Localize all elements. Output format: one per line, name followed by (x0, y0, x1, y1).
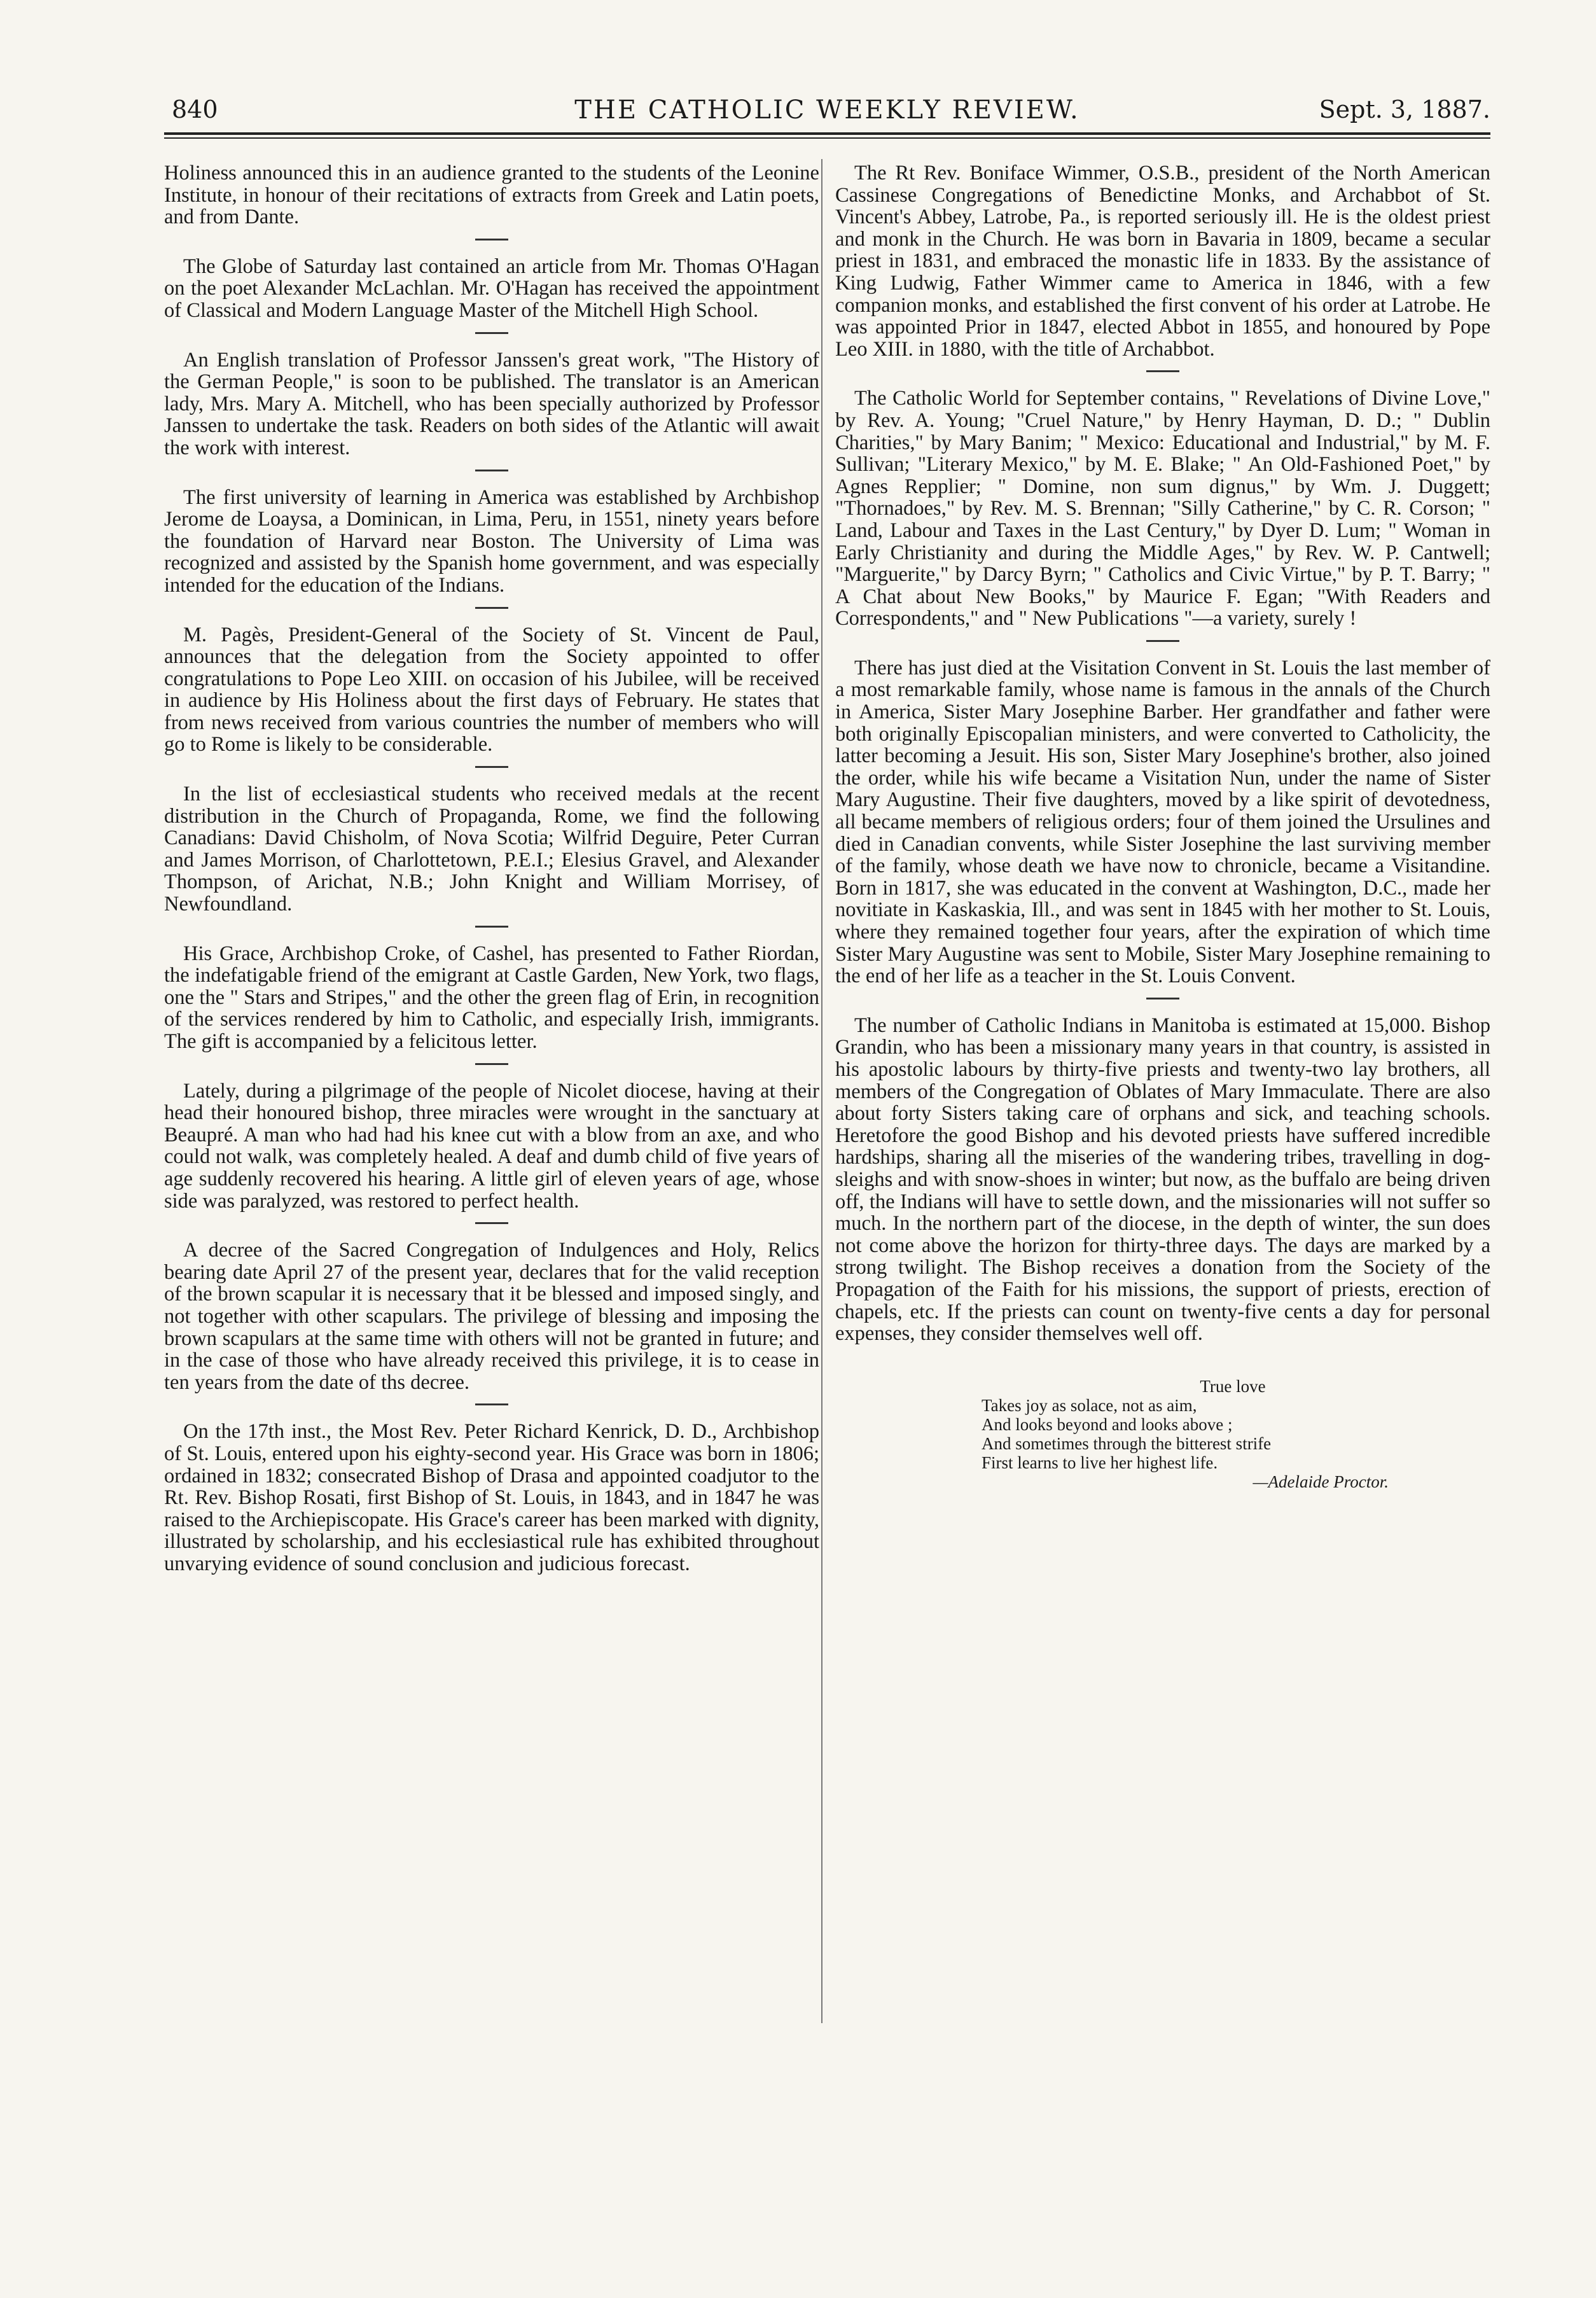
article-paragraph: The Globe of Saturday last contained an article from Mr. Thomas O'Hagan on the poet Alexander McLachlan. Mr. O'Hagan has received the appointment of Classical and Modern Language Master of the Mitchell High School. (164, 254, 819, 322)
poem-title: True love (1200, 1376, 1266, 1396)
poem-line: First learns to live her highest life. (982, 1452, 1218, 1472)
poem-line: Takes joy as solace, not as aim, (982, 1395, 1197, 1415)
article-paragraph: A decree of the Sacred Congregation of Indulgences and Holy, Relics bearing date April 27 of the present year, declares that for the valid reception of the brown scapular it is necessary that it be blessed and imposed singly, and not together with other scapulars. The privilege of blessing and imposing the brown scapulars at the same time with others will not be granted in future; and in the case of those who have already received this privilege, it is to cease in ten years from the date of ths decree. (164, 1239, 819, 1394)
article-paragraph: The Rt Rev. Boniface Wimmer, O.S.B., president of the North American Cassinese Congregations of Benedictine Monks, and Archabbot of St. Vincent's Abbey, Latrobe, Pa., is reported seriously ill. He is the oldest priest and monk in the Church. He was born in Bavaria in 1809, became a secular priest in 1831, and embraced the monastic life in 1833. By the assistance of King Ludwig, Father Wimmer came to America in 1846, with a few companion monks, and established the first convent of his order at Latrobe. He was appointed Prior in 1847, elected Abbot in 1855, and honoured by Pope Leo XIII. in 1880, with the title of Archabbot. (835, 162, 1490, 361)
article-paragraph: The number of Catholic Indians in Manitoba is estimated at 15,000. Bishop Grandin, who has been a missionary many years in that country, is assisted in his apostolic labours by thirty-five priests and twenty-two lay brothers, all members of the Congregation of Oblates of Mary Immaculate. There are also about forty Sisters taking care of orphans and sick, and teaching schools. Heretofore the good Bishop and his devoted priests have suffered incredible hardships, sharing all the miseries of the wandering tribes, travelling in dog-sleighs and with snow-shoes in winter; but now, as the buffalo are being driven off, the Indians will have to settle down, and the missionaries will not suffer so much. In the northern part of the diocese, in the depth of winter, the sun does not come above the horizon for thirty-three days. The days are marked by a strong twilight. The Bishop receives a donation from the Society of the Propagation of the Faith for his missions, the support of priests, erection of chapels, etc. If the priests can count on twenty-five cents a day for personal expenses, they consider themselves well off. (835, 1013, 1490, 1346)
article-paragraph: Lately, during a pilgrimage of the people of Nicolet diocese, having at their head their honoured bishop, three miracles were wrought in the sanctuary at Beaupré. A man who had had his knee cut with a blow from an axe, and who could not walk, was completely healed. A deaf and dumb child of five years of age suddenly recovered his hearing. A little girl of eleven years of age, whose side was paralyzed, was restored to perfect health. (164, 1079, 819, 1213)
right-column (835, 162, 1490, 1491)
poem-line: And looks beyond and looks above ; (982, 1414, 1233, 1434)
article-separator (475, 332, 508, 334)
article-paragraph: On the 17th inst., the Most Rev. Peter Richard Kenrick, D. D., Archbishop of St. Louis, entered upon his eighty-second year. His Grace was born in 1806; ordained in 1832; consecrated Bishop of Drasa and appointed coadjutor to the Rt. Rev. Bishop Rosati, first Bishop of St. Louis, in 1843, and in 1847 he was raised to the Archiepiscopate. His Grace's career has been marked with dignity, illustrated by scholarship, and his ecclesiastical rule has exhibited throughout unvarying evidence of sound conclusion and judicious forecast. (164, 1420, 819, 1575)
article-separator (475, 1403, 508, 1405)
publication-title: THE CATHOLIC WEEKLY REVIEW. (574, 95, 1080, 125)
article-paragraph: An English translation of Professor Janssen's great work, "The History of the German People," is soon to be published. The translator is an American lady, Mrs. Mary A. Mitchell, who has been specially authorized by Professor Janssen to undertake the task. Readers on both sides of the Atlantic will await the work with interest. (164, 348, 819, 459)
poem-line: And sometimes through the bitterest strife (982, 1433, 1272, 1453)
issue-date: Sept. 3, 1887. (1319, 95, 1490, 123)
article-separator (475, 1222, 508, 1224)
article-separator (1146, 640, 1179, 642)
article-paragraph: In the list of ecclesiastical students who received medals at the recent distribution in the Church of Propaganda, Rome, we find the following Canadians: David Chisholm, of Nova Scotia; Wilfrid Deguire, Peter Curran and James Morrison, of Charlottetown, P.E.I.; Elesius Gravel, and Alexander Thompson, of Arichat, N.B.; John Knight and William Morrisey, of Newfoundland. (164, 783, 819, 916)
article-separator (1146, 370, 1179, 372)
article-paragraph: M. Pagès, President-General of the Society of St. Vincent de Paul, announces that the delegation from the Society appointed to offer congratulations to Pope Leo XIII. on occasion of his Jubilee, will be received in audience by His Holiness about the first days of February. He states that from news received from various countries the number of members who will go to Rome is likely to be considerable. (164, 623, 819, 756)
article-paragraph: Holiness announced this in an audience granted to the students of the Leonine Institute, in honour of their recitations of extracts from Greek and Latin poets, and from Dante. (164, 162, 819, 229)
poem-attribution: —Adelaide Proctor. (1253, 1472, 1389, 1491)
page-number: 840 (172, 95, 218, 123)
article-separator (475, 926, 508, 928)
header-rule-thick (164, 132, 1490, 135)
article-separator (475, 766, 508, 768)
left-column (164, 162, 819, 1575)
article-paragraph: There has just died at the Visitation Convent in St. Louis the last member of a most remarkable family, whose name is famous in the annals of the Church in America, Sister Mary Josephine Barber. Her grandfather and father were both originally Episcopalian ministers, and were converted to Catholicity, the latter becoming a Jesuit. His son, Sister Mary Josephine's brother, also joined the order, while his wife became a Visitation Nun, under the name of Sister Mary Augustine. Their five daughters, moved by a like spirit of devotedness, all became members of religious orders; four of them joined the Ursulines and died in Canadian convents, while Sister Josephine the last surviving member of the family, whose death we have now to chronicle, became a Visitandine. Born in 1817, she was educated in the convent at Washington, D.C., made her novitiate in Kaskaskia, Ill., and was sent in 1845 with her mother to St. Louis, where they remained together four years, after the expiration of which time Sister Mary Augustine was sent to Mobile, Sister Mary Josephine remaining to the end of her life as a teacher in the St. Louis Convent. (835, 656, 1490, 988)
article-separator (475, 607, 508, 609)
page-header (164, 95, 1490, 134)
header-rule-thin (164, 137, 1490, 139)
article-separator (475, 470, 508, 471)
article-paragraph: The Catholic World for September contains, " Revelations of Divine Love," by Rev. A. Young; "Cruel Nature," by Henry Hayman, D. D.; " Dublin Charities," by Mary Banim; " Mexico: Educational and Industrial," by M. F. Sullivan; "Literary Mexico," by M. E. Blake; " An Old-Fashioned Poet," by Agnes Repplier; " Domine, non sum dignus," by Wm. J. Duggett; "Thornadoes," by Rev. M. S. Brennan; "Silly Catherine," by C. R. Corson; " Land, Labour and Taxes in the Last Century," by Dyer D. Lum; " Woman in Early Christianity and during the Middle Ages," by Rev. W. P. Cantwell; "Marguerite," by Darcy Byrn; " Catholics and Civic Virtue," by P. T. Barry; " A Chat about New Books," by Maurice F. Egan; "With Readers and Correspondents," and " New Publications "—a variety, surely ! (835, 387, 1490, 630)
article-separator (475, 1063, 508, 1065)
article-paragraph: The first university of learning in America was established by Archbishop Jerome de Loaysa, a Dominican, in Lima, Peru, in 1551, ninety years before the foundation of Harvard near Boston. The University of Lima was recognized and assisted by the Spanish home government, and was especially intended for the education of the Indians. (164, 485, 819, 597)
article-paragraph: His Grace, Archbishop Croke, of Cashel, has presented to Father Riordan, the indefatigable friend of the emigrant at Castle Garden, New York, two flags, one the " Stars and Stripes," and the other the green flag of Erin, in recognition of the services rendered by him to Catholic, and especially Irish, immigrants. The gift is accompanied by a felicitous letter. (164, 942, 819, 1053)
poem (982, 1377, 1389, 1491)
article-separator (475, 239, 508, 240)
column-divider (821, 159, 822, 2023)
article-separator (1146, 998, 1179, 999)
